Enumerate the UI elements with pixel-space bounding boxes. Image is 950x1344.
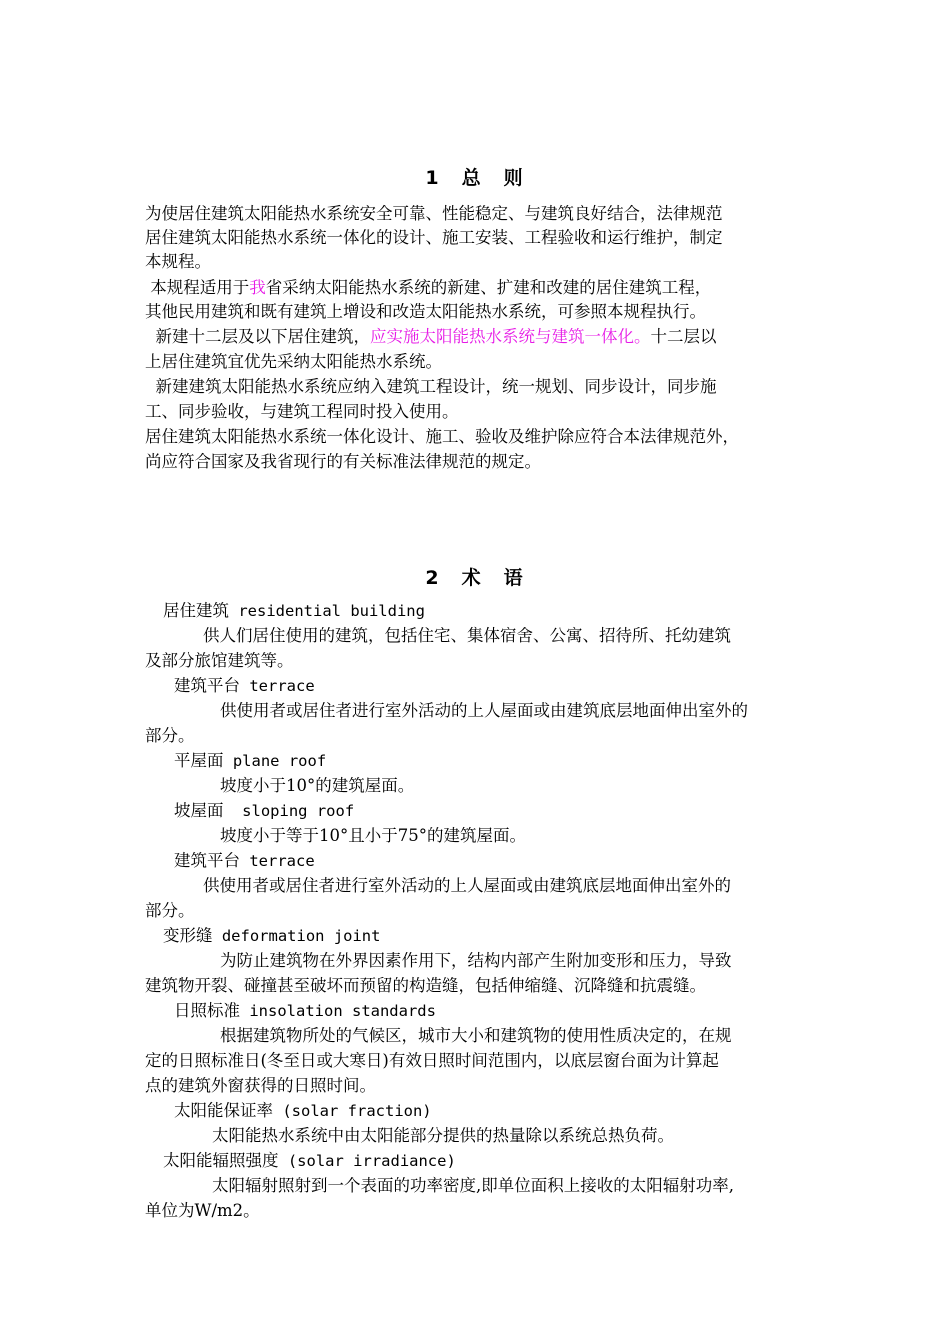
term-definition: 定的日照标准日(冬至日或大寒日)有效日照时间范围内，以底层窗台面为计算起 — [145, 1051, 719, 1070]
line-text: 新建十二层及以下居住建筑， — [145, 327, 370, 346]
term-definition: 太阳辐射照射到一个表面的功率密度,即单位面积上接收的太阳辐射功率, — [212, 1176, 734, 1195]
term-english: (solar fraction) — [273, 1102, 432, 1120]
term-english: residential building — [229, 602, 425, 620]
term-name: 变形缝 — [163, 926, 213, 945]
term-name: 太阳能辐照强度 — [163, 1151, 279, 1170]
term-definition: 太阳能热水系统中由太阳能部分提供的热量除以系统总热负荷。 — [212, 1126, 674, 1145]
term-definition: 单位为W/m2。 — [145, 1201, 260, 1220]
term-definition: 供使用者或居住者进行室外活动的上人屋面或由建筑底层地面伸出室外的 — [220, 701, 748, 720]
paragraph-line: 居住建筑太阳能热水系统一体化的设计、施工安装、工程验收和运行维护，制定 — [145, 228, 723, 247]
term-definition: 建筑物开裂、碰撞甚至破坏而预留的构造缝，包括伸缩缝、沉降缝和抗震缝。 — [145, 976, 706, 995]
term-name: 居住建筑 — [163, 601, 229, 620]
term-title — [174, 799, 354, 823]
paragraph-line: 工、同步验收，与建筑工程同时投入使用。 — [145, 402, 459, 421]
term-name: 建筑平台 — [174, 851, 240, 870]
line-text: 省采纳太阳能热水系统的新建、扩建和改建的居住建筑工程， — [265, 278, 712, 297]
term-title — [174, 749, 326, 773]
term-english: (solar irradiance) — [278, 1152, 456, 1170]
term-english: insolation standards — [240, 1002, 436, 1020]
term-english: sloping roof — [223, 802, 355, 820]
term-name: 建筑平台 — [174, 676, 240, 695]
term-definition: 部分。 — [145, 726, 195, 745]
term-title — [163, 1149, 456, 1173]
term-title — [163, 599, 425, 623]
paragraph-line — [145, 325, 717, 349]
highlighted-text: 我 — [249, 278, 266, 297]
paragraph-line: 尚应符合国家及我省现行的有关标准法律规范的规定。 — [145, 452, 541, 471]
term-title — [174, 999, 436, 1023]
paragraph-line: 上居住建筑宜优先采纳太阳能热水系统。 — [145, 352, 442, 371]
paragraph-line: 本规程。 — [145, 252, 211, 271]
section-heading-1: 1 总 则 — [425, 167, 525, 189]
paragraph-line: 居住建筑太阳能热水系统一体化设计、施工、验收及维护除应符合本法律规范外， — [145, 427, 739, 446]
paragraph-line: 其他民用建筑和既有建筑上增设和改造太阳能热水系统，可参照本规程执行。 — [145, 302, 706, 321]
term-definition: 供人们居住使用的建筑，包括住宅、集体宿舍、公寓、招待所、托幼建筑 — [203, 626, 731, 645]
term-name: 太阳能保证率 — [174, 1101, 273, 1120]
term-title — [174, 674, 315, 698]
paragraph-line — [145, 276, 711, 300]
term-title — [163, 924, 380, 948]
term-english: terrace — [240, 677, 315, 695]
term-english: terrace — [240, 852, 315, 870]
term-english: deformation joint — [212, 927, 381, 945]
term-name: 坡屋面 — [174, 801, 224, 820]
term-name: 日照标准 — [174, 1001, 240, 1020]
term-definition: 坡度小于等于10°且小于75°的建筑屋面。 — [220, 826, 526, 845]
highlighted-text: 应实施太阳能热水系统与建筑一体化。 — [370, 327, 651, 346]
term-name: 平屋面 — [174, 751, 224, 770]
line-text: 本规程适用于 — [145, 278, 250, 297]
term-definition: 及部分旅馆建筑等。 — [145, 651, 294, 670]
line-text: 十二层以 — [650, 327, 717, 346]
section-heading-2: 2 术 语 — [425, 567, 525, 589]
term-definition: 根据建筑物所处的气候区，城市大小和建筑物的使用性质决定的，在规 — [220, 1026, 732, 1045]
term-title — [174, 849, 315, 873]
term-definition: 点的建筑外窗获得的日照时间。 — [145, 1076, 376, 1095]
term-definition: 部分。 — [145, 901, 195, 920]
term-definition: 坡度小于10°的建筑屋面。 — [220, 776, 415, 795]
term-definition: 供使用者或居住者进行室外活动的上人屋面或由建筑底层地面伸出室外的 — [203, 876, 731, 895]
term-title — [174, 1099, 432, 1123]
paragraph-line: 新建建筑太阳能热水系统应纳入建筑工程设计，统一规划、同步设计，同步施 — [145, 377, 717, 396]
term-definition: 为防止建筑物在外界因素作用下，结构内部产生附加变形和压力，导致 — [220, 951, 732, 970]
term-english: plane roof — [223, 752, 327, 770]
paragraph-line: 为使居住建筑太阳能热水系统安全可靠、性能稳定、与建筑良好结合，法律规范 — [145, 204, 723, 223]
